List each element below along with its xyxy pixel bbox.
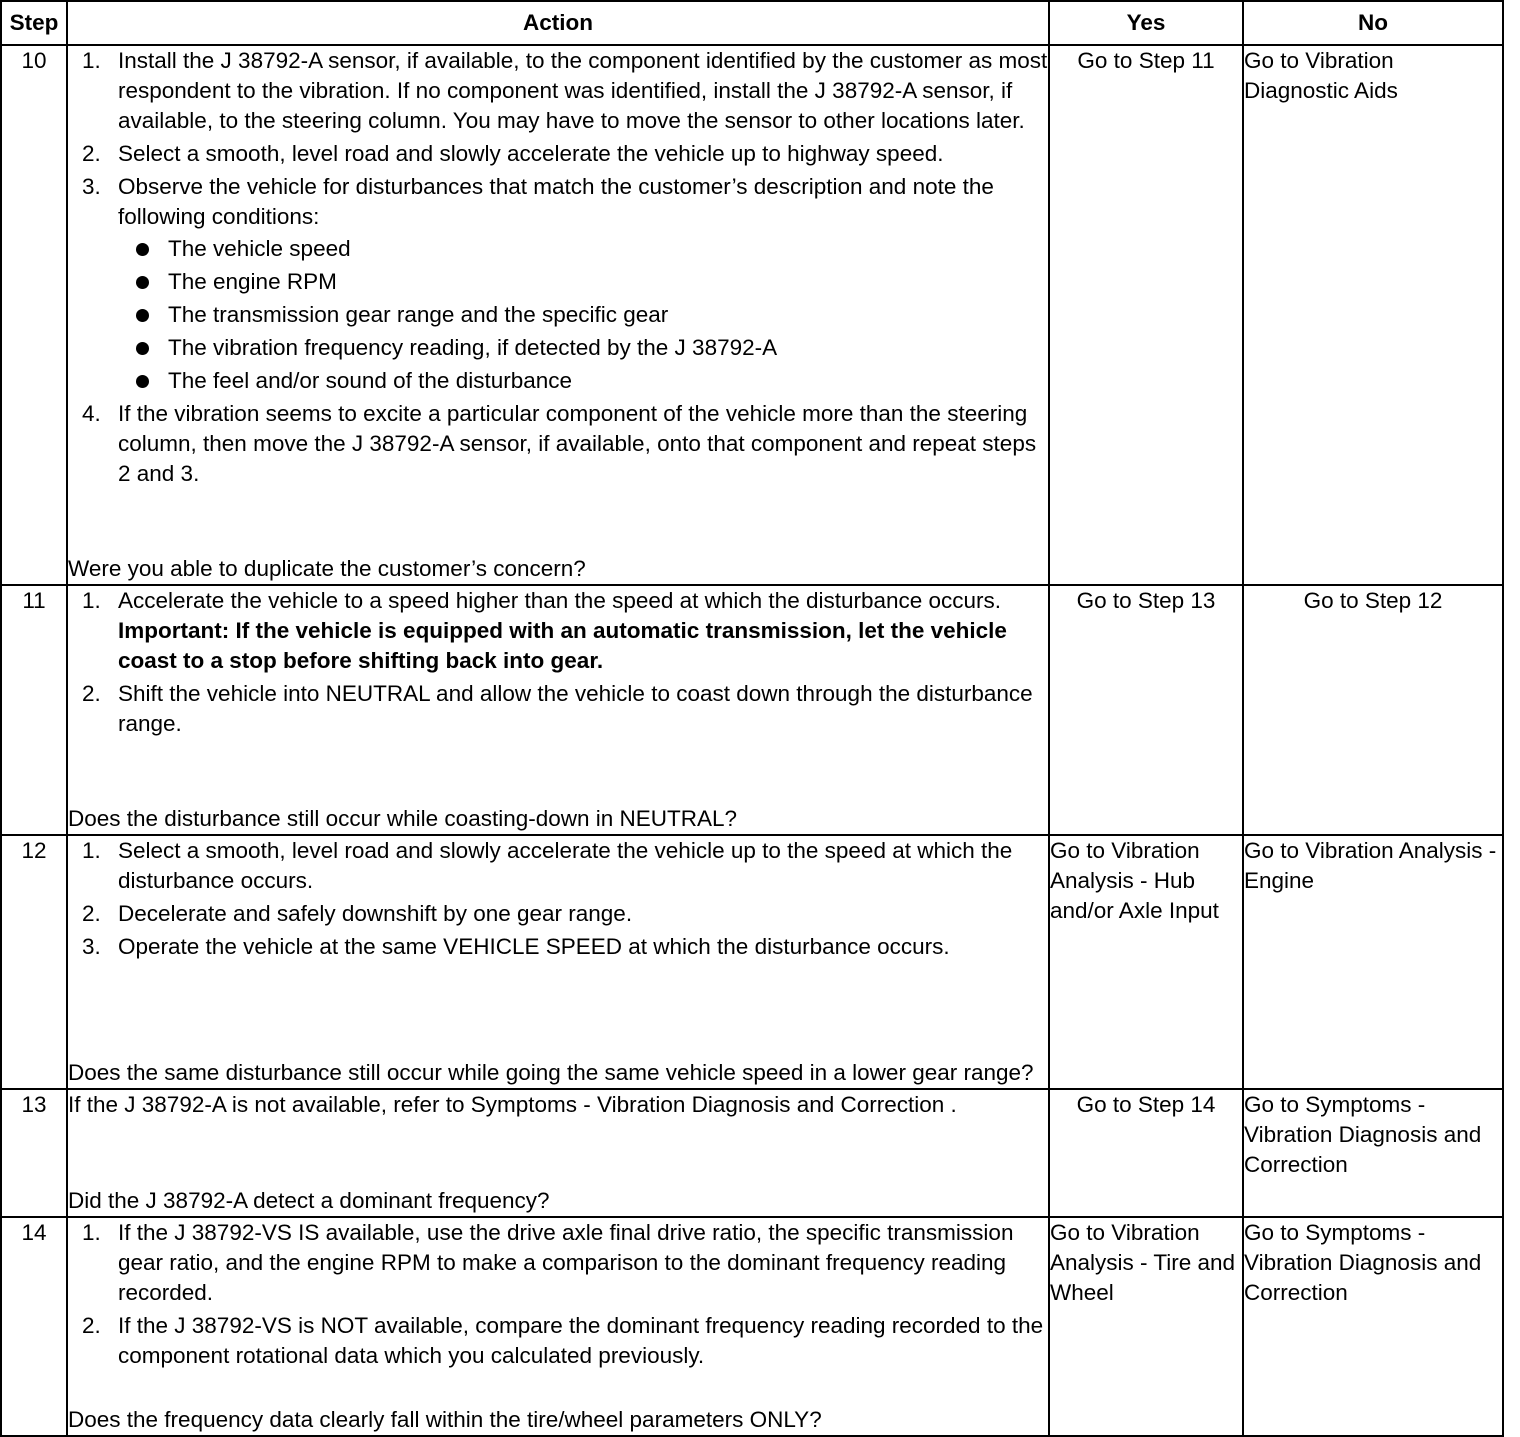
no-outcome: Go to Symptoms - Vibration Diagnosis and Correction bbox=[1243, 1089, 1503, 1217]
table-row bbox=[1, 45, 1503, 585]
action-note: If the J 38792-A is not available, refer to Symptoms - Vibration Diagnosis and Correction . bbox=[68, 1092, 957, 1117]
action-step-item: 1. Accelerate the vehicle to a speed higher than the speed at which the disturbance occurs. Important: If the vehicle is equipped with an automatic transmission, let the vehicle coast to a stop before shifting back into gear. bbox=[68, 586, 1048, 676]
condition-item: The feel and/or sound of the disturbance bbox=[118, 366, 1048, 396]
bullet-icon bbox=[136, 243, 149, 256]
condition-item: The transmission gear range and the specific gear bbox=[118, 300, 1048, 330]
yes-outcome: Go to Step 14 bbox=[1049, 1089, 1243, 1217]
action-step-item: 3. Operate the vehicle at the same VEHICLE SPEED at which the disturbance occurs. bbox=[82, 934, 950, 959]
no-outcome: Go to Step 12 bbox=[1243, 585, 1503, 835]
action-cell bbox=[67, 45, 1049, 585]
question-text: Does the disturbance still occur while coasting-down in NEUTRAL? bbox=[68, 806, 738, 831]
header-step: Step bbox=[1, 1, 67, 45]
yes-outcome: Go to Step 11 bbox=[1049, 45, 1243, 585]
table-row bbox=[1, 835, 1503, 1089]
yes-outcome: Go to Vibration Analysis - Hub and/or Axle Input bbox=[1049, 835, 1243, 1089]
condition-list bbox=[118, 234, 1048, 396]
action-steps bbox=[68, 1218, 1048, 1374]
action-step-item: 2. If the J 38792-VS is NOT available, compare the dominant frequency reading recorded to the component rotational data which you calculated previously. bbox=[82, 1313, 1044, 1368]
header-no: No bbox=[1243, 1, 1503, 45]
step-number: 13 bbox=[1, 1089, 67, 1217]
question-text: Did the J 38792-A detect a dominant frequency? bbox=[68, 1188, 550, 1213]
action-cell bbox=[67, 835, 1049, 1089]
bullet-icon bbox=[136, 276, 149, 289]
table-row bbox=[1, 1089, 1503, 1217]
action-cell bbox=[67, 1089, 1049, 1217]
step-number: 14 bbox=[1, 1217, 67, 1436]
action-steps bbox=[68, 586, 1048, 742]
action-step-item: 4. If the vibration seems to excite a particular component of the vehicle more than the steering column, then move the J 38792-A sensor, if available, onto that component and repeat steps 2 and 3. bbox=[82, 401, 1037, 486]
action-cell bbox=[67, 1217, 1049, 1436]
table-row bbox=[1, 585, 1503, 835]
bullet-icon bbox=[136, 375, 149, 388]
action-step-item: 1. Select a smooth, level road and slowly accelerate the vehicle up to the speed at which the disturbance occurs. bbox=[82, 838, 1013, 893]
step-number: 12 bbox=[1, 835, 67, 1089]
no-outcome: Go to Symptoms - Vibration Diagnosis and Correction bbox=[1243, 1217, 1503, 1436]
question-text: Does the same disturbance still occur while going the same vehicle speed in a lower gear range? bbox=[68, 1060, 1034, 1085]
action-steps bbox=[68, 46, 1048, 492]
important-note: Important: If the vehicle is equipped with an automatic transmission, let the vehicle coast to a stop before shifting back into gear. bbox=[118, 618, 1007, 673]
header-row bbox=[1, 1, 1503, 45]
action-step-item: 3. Observe the vehicle for disturbances that match the customer’s description and note the following conditions: The vehicle speed The engine RPM The transmission gear range and the specific gear The vibration frequency reading, if detected by the J 38792-A The feel and/or sound of the disturbance bbox=[68, 172, 1048, 396]
no-outcome: Go to Vibration Analysis - Engine bbox=[1243, 835, 1503, 1089]
condition-item: The vehicle speed bbox=[118, 234, 1048, 264]
action-step-item: 1. If the J 38792-VS IS available, use the drive axle final drive ratio, the specific transmission gear ratio, and the engine RPM to make a comparison to the dominant frequency reading recorded. bbox=[82, 1220, 1014, 1305]
action-cell bbox=[67, 585, 1049, 835]
action-step-item: 2. Shift the vehicle into NEUTRAL and allow the vehicle to coast down through the disturbance range. bbox=[82, 681, 1033, 736]
header-yes: Yes bbox=[1049, 1, 1243, 45]
bullet-icon bbox=[136, 342, 149, 355]
action-steps bbox=[68, 836, 1048, 965]
table-row bbox=[1, 1217, 1503, 1436]
action-step-item: 2. Select a smooth, level road and slowly accelerate the vehicle up to highway speed. bbox=[82, 141, 944, 166]
action-step-item: 2. Decelerate and safely downshift by one gear range. bbox=[82, 901, 633, 926]
question-text: Does the frequency data clearly fall within the tire/wheel parameters ONLY? bbox=[68, 1407, 822, 1432]
no-outcome: Go to Vibration Diagnostic Aids bbox=[1243, 45, 1503, 585]
yes-outcome: Go to Vibration Analysis - Tire and Wheel bbox=[1049, 1217, 1243, 1436]
condition-item: The vibration frequency reading, if detected by the J 38792-A bbox=[118, 333, 1048, 363]
yes-outcome: Go to Step 13 bbox=[1049, 585, 1243, 835]
step-number: 11 bbox=[1, 585, 67, 835]
action-step-item: 1. Install the J 38792-A sensor, if available, to the component identified by the customer as most respondent to the vibration. If no component was identified, install the J 38792-A sensor, if available, to the steering column. You may have to move the sensor to other locations later. bbox=[82, 48, 1048, 133]
condition-item: The engine RPM bbox=[118, 267, 1048, 297]
step-number: 10 bbox=[1, 45, 67, 585]
header-action: Action bbox=[67, 1, 1049, 45]
bullet-icon bbox=[136, 309, 149, 322]
question-text: Were you able to duplicate the customer’s concern? bbox=[68, 556, 586, 581]
